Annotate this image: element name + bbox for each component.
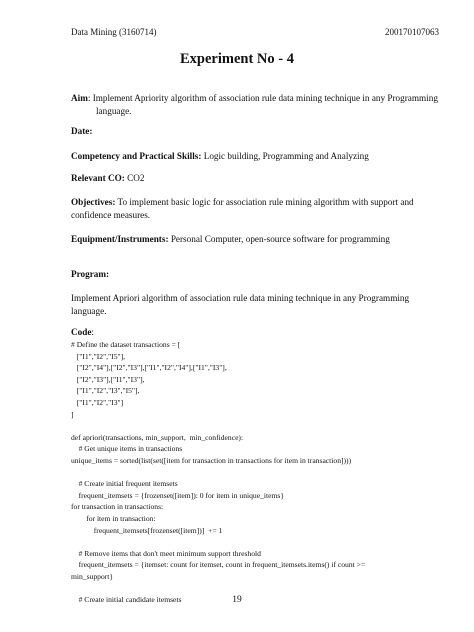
equipment-text: Personal Computer, open-source software for programming	[168, 234, 390, 244]
competency-label: Competency and Practical Skills:	[71, 151, 202, 161]
page-title: Experiment No - 4	[180, 51, 294, 67]
code-line: frequent_itemsets = {itemset: count for itemset, count in frequent_itemsets.items() if count >=	[71, 560, 366, 570]
competency-section	[71, 150, 369, 163]
code-line: ]	[71, 409, 74, 419]
objectives-text: To implement basic logic for association rule mining algorithm with support and confidence measures.	[71, 197, 414, 220]
code-line: unique_items = sorted(list(set([item for transaction in transactions for item in transaction])))	[71, 455, 352, 465]
aim-section	[71, 92, 441, 117]
code-line: # Define the dataset transactions = [	[71, 340, 181, 349]
code-line: frequent_itemsets[frozenset([item])] += 1	[71, 525, 223, 535]
code-line: # Remove items that don't meet minimum support threshold	[71, 548, 261, 558]
code-line: for transaction in transactions:	[71, 502, 164, 512]
date-label: Date:	[71, 126, 93, 136]
code-line: frequent_itemsets = {frozenset([item]): 0 for item in unique_items}	[71, 490, 284, 500]
code-line: ["I1","I2","I3"]	[71, 397, 124, 407]
equipment-label: Equipment/Instruments:	[71, 234, 169, 244]
program-text: Implement Apriori algorithm of association rule data mining technique in any Programming language.	[71, 293, 410, 316]
equipment-section	[71, 233, 390, 246]
competency-text: Logic building, Programming and Analyzing	[201, 151, 369, 161]
co-label: Relevant CO:	[71, 173, 125, 183]
code-line	[71, 420, 365, 432]
code-block	[71, 339, 365, 606]
objectives-section	[71, 196, 443, 221]
code-line: ["I2","I3"],["I1","I3"],	[71, 374, 145, 384]
code-line	[71, 467, 365, 479]
code-line: ["I2","I4"],["I2","I3"],["I1","I2","I4"],["I1","I3"],	[71, 363, 227, 373]
code-line	[71, 536, 365, 548]
code-heading	[71, 326, 94, 339]
page-number: 19	[232, 595, 242, 605]
objectives-label: Objectives:	[71, 197, 116, 207]
code-line: for item in transaction:	[71, 513, 156, 523]
code-line: ["I1","I2","I5"],	[71, 351, 126, 361]
code-line	[71, 582, 365, 594]
code-line: min_support}	[71, 571, 114, 581]
code-line: ["I1","I2","I3","I5"],	[71, 386, 140, 396]
code-line: # Create initial frequent itemsets	[71, 479, 178, 489]
header-course: Data Mining (3160714)	[71, 27, 157, 37]
code-line: # Create initial candidate itemsets	[71, 595, 182, 605]
program-label: Program:	[71, 269, 110, 279]
aim-text: : Implement Apriority algorithm of association rule data mining technique in any Programming	[87, 93, 438, 103]
code-line: # Get unique items in transactions	[71, 444, 183, 454]
aim-text-continued: language.	[96, 105, 132, 116]
header-enrollment-number: 200170107063	[385, 27, 439, 37]
co-text: CO2	[124, 173, 145, 183]
aim-label: Aim	[71, 93, 88, 103]
co-section	[71, 172, 145, 185]
code-label: Code	[71, 327, 92, 337]
code-label-colon: :	[91, 327, 94, 337]
code-line: def apriori(transactions, min_support, min_confidence):	[71, 432, 244, 442]
